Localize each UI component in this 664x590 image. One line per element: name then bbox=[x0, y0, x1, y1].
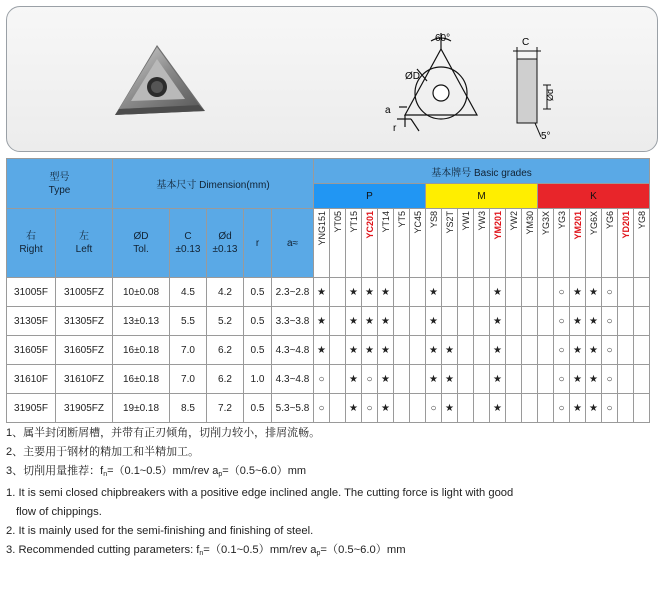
grade-name: YM201 bbox=[572, 211, 583, 240]
d-header-label: ØD bbox=[133, 231, 149, 242]
grade-name: YG6 bbox=[604, 211, 615, 230]
cell-d: 13±0.13 bbox=[113, 307, 170, 336]
phi-d-label: Ød bbox=[545, 88, 555, 101]
grade-mark: ○ bbox=[554, 394, 570, 423]
grade-mark bbox=[634, 307, 650, 336]
c-header-label: C bbox=[184, 231, 192, 242]
grade-mark bbox=[458, 336, 474, 365]
grade-mark: ★ bbox=[346, 394, 362, 423]
grade-mark: ★ bbox=[378, 394, 394, 423]
cell-left: 31610FZ bbox=[56, 365, 113, 394]
table-row bbox=[7, 336, 650, 365]
grade-mark: ★ bbox=[378, 307, 394, 336]
cell-d: 19±0.18 bbox=[113, 394, 170, 423]
grade-mark bbox=[410, 394, 426, 423]
grade-mark: ○ bbox=[554, 336, 570, 365]
spec-table bbox=[6, 158, 650, 423]
grade-header-cell bbox=[618, 209, 634, 278]
grade-header-cell bbox=[490, 209, 506, 278]
grade-mark: ○ bbox=[554, 307, 570, 336]
left-header bbox=[56, 209, 113, 278]
grade-mark bbox=[410, 307, 426, 336]
grade-mark bbox=[394, 365, 410, 394]
grade-mark bbox=[394, 307, 410, 336]
cell-right: 31305F bbox=[7, 307, 56, 336]
grade-mark: ★ bbox=[442, 365, 458, 394]
cell-a: 3.3~3.8 bbox=[272, 307, 314, 336]
group-p: P bbox=[314, 184, 426, 209]
grade-header-cell bbox=[346, 209, 362, 278]
note-cn-1: 1、属半封闭断屑槽，并带有正刃倾角，切削力较小，排屑流畅。 bbox=[6, 427, 321, 439]
grade-mark bbox=[522, 307, 538, 336]
cell-r: 0.5 bbox=[244, 394, 272, 423]
type-header bbox=[7, 159, 113, 209]
grade-mark: ★ bbox=[314, 336, 330, 365]
grade-mark bbox=[506, 278, 522, 307]
note-en-1-cont: flow of chippings. bbox=[16, 506, 102, 518]
grade-mark: ★ bbox=[490, 365, 506, 394]
note-en-1: 1. It is semi closed chipbreakers with a positive edge inclined angle. The cutting force is light with good bbox=[6, 487, 514, 499]
grade-mark bbox=[522, 365, 538, 394]
cell-d: 10±0.08 bbox=[113, 278, 170, 307]
grade-mark bbox=[538, 278, 554, 307]
grade-header-cell bbox=[314, 209, 330, 278]
grade-header-cell bbox=[538, 209, 554, 278]
grade-name: YD201 bbox=[620, 211, 631, 239]
cell-a: 5.3~5.8 bbox=[272, 394, 314, 423]
grade-name: YG3X bbox=[540, 211, 551, 236]
grade-mark: ★ bbox=[378, 336, 394, 365]
grade-mark bbox=[506, 307, 522, 336]
grade-mark bbox=[394, 394, 410, 423]
grade-name: YW3 bbox=[476, 211, 487, 231]
phid-header-sub: ±0.13 bbox=[212, 244, 238, 255]
angle-label: 60° bbox=[435, 33, 451, 44]
grade-mark: ○ bbox=[314, 365, 330, 394]
grade-header-cell bbox=[362, 209, 378, 278]
cell-c: 4.5 bbox=[170, 278, 207, 307]
grade-mark bbox=[394, 278, 410, 307]
dimension-header: 基本尺寸 Dimension(mm) bbox=[113, 159, 314, 209]
grade-mark bbox=[618, 365, 634, 394]
note-cn-3 bbox=[6, 462, 656, 484]
grade-mark: ○ bbox=[426, 394, 442, 423]
grade-name: YG6X bbox=[588, 211, 599, 236]
grade-mark: ○ bbox=[602, 365, 618, 394]
grade-mark: ○ bbox=[602, 307, 618, 336]
grade-mark: ○ bbox=[362, 394, 378, 423]
note-en-3-post: =（0.5~6.0）mm bbox=[320, 544, 406, 556]
r-header: r bbox=[244, 209, 272, 278]
grade-mark: ★ bbox=[314, 307, 330, 336]
grade-mark: ○ bbox=[602, 336, 618, 365]
grade-mark: ★ bbox=[586, 307, 602, 336]
grade-mark bbox=[458, 394, 474, 423]
grade-mark: ★ bbox=[362, 307, 378, 336]
type-en: Type bbox=[48, 184, 71, 196]
cell-right: 31005F bbox=[7, 278, 56, 307]
grade-mark: ★ bbox=[346, 278, 362, 307]
grade-mark bbox=[330, 365, 346, 394]
cell-right: 31610F bbox=[7, 365, 56, 394]
right-cn: 右 bbox=[26, 231, 36, 242]
grade-mark bbox=[618, 394, 634, 423]
cell-d: 16±0.18 bbox=[113, 365, 170, 394]
grade-mark bbox=[458, 307, 474, 336]
c-label: C bbox=[522, 37, 530, 48]
grade-mark bbox=[442, 278, 458, 307]
cell-r: 0.5 bbox=[244, 307, 272, 336]
cell-phid: 7.2 bbox=[207, 394, 244, 423]
a-label: a bbox=[385, 105, 391, 116]
grade-header-cell bbox=[522, 209, 538, 278]
grade-header-cell bbox=[554, 209, 570, 278]
grade-header-cell bbox=[410, 209, 426, 278]
grade-mark bbox=[458, 278, 474, 307]
table-row bbox=[7, 365, 650, 394]
grade-mark: ★ bbox=[490, 278, 506, 307]
grade-header-cell bbox=[394, 209, 410, 278]
cell-c: 8.5 bbox=[170, 394, 207, 423]
grade-mark bbox=[474, 394, 490, 423]
grade-mark bbox=[410, 336, 426, 365]
grade-header-cell bbox=[506, 209, 522, 278]
top-view-drawing bbox=[397, 33, 477, 131]
grade-name: YNG151 bbox=[316, 211, 327, 246]
note-en-3-sub-a: p bbox=[316, 550, 321, 557]
phid-header bbox=[207, 209, 244, 278]
left-en: Left bbox=[75, 244, 93, 255]
grade-header-cell bbox=[426, 209, 442, 278]
grade-name: YS8 bbox=[428, 211, 439, 229]
grade-name: YC201 bbox=[364, 211, 375, 239]
grade-name: YT05 bbox=[332, 211, 343, 233]
grade-mark: ★ bbox=[570, 394, 586, 423]
grade-mark bbox=[522, 336, 538, 365]
grade-mark bbox=[618, 336, 634, 365]
grade-mark: ★ bbox=[378, 278, 394, 307]
grade-header-cell bbox=[602, 209, 618, 278]
table-row bbox=[7, 394, 650, 423]
grade-name: YT5 bbox=[396, 211, 407, 228]
grade-mark: ○ bbox=[314, 394, 330, 423]
cell-a: 4.3~4.8 bbox=[272, 336, 314, 365]
table-row bbox=[7, 307, 650, 336]
grade-mark bbox=[410, 365, 426, 394]
notes-section bbox=[6, 424, 656, 563]
grade-name: YT15 bbox=[348, 211, 359, 233]
grade-mark: ★ bbox=[586, 278, 602, 307]
left-cn: 左 bbox=[79, 231, 89, 242]
grade-mark bbox=[634, 278, 650, 307]
a-header: a≈ bbox=[272, 209, 314, 278]
grade-mark bbox=[618, 278, 634, 307]
grade-name: YG3 bbox=[556, 211, 567, 230]
grade-header-cell bbox=[474, 209, 490, 278]
grade-mark bbox=[618, 307, 634, 336]
cell-c: 7.0 bbox=[170, 336, 207, 365]
grade-mark bbox=[474, 365, 490, 394]
grade-mark bbox=[458, 365, 474, 394]
grade-mark: ★ bbox=[362, 336, 378, 365]
grade-mark: ★ bbox=[426, 307, 442, 336]
grade-name: YC45 bbox=[412, 211, 423, 234]
cell-r: 0.5 bbox=[244, 278, 272, 307]
grade-header-cell bbox=[634, 209, 650, 278]
grade-mark: ★ bbox=[490, 336, 506, 365]
cell-r: 0.5 bbox=[244, 336, 272, 365]
cell-left: 31005FZ bbox=[56, 278, 113, 307]
grade-mark: ★ bbox=[570, 307, 586, 336]
insert-figure-panel bbox=[6, 6, 658, 152]
d-header bbox=[113, 209, 170, 278]
note-cn-3-sub-a: p bbox=[218, 471, 223, 478]
grades-header: 基本牌号 Basic grades bbox=[314, 159, 650, 184]
grade-mark bbox=[538, 307, 554, 336]
grade-mark bbox=[506, 336, 522, 365]
grade-mark: ★ bbox=[346, 365, 362, 394]
grade-mark bbox=[506, 394, 522, 423]
grade-mark bbox=[394, 336, 410, 365]
grade-mark: ★ bbox=[346, 307, 362, 336]
grade-mark bbox=[634, 394, 650, 423]
cell-a: 2.3~2.8 bbox=[272, 278, 314, 307]
cell-right: 31905F bbox=[7, 394, 56, 423]
grade-mark bbox=[474, 336, 490, 365]
grade-mark: ★ bbox=[586, 365, 602, 394]
note-en-2: 2. It is mainly used for the semi-finishing and finishing of steel. bbox=[6, 525, 314, 537]
grade-mark: ★ bbox=[490, 307, 506, 336]
grade-mark bbox=[634, 336, 650, 365]
grade-mark: ★ bbox=[378, 365, 394, 394]
grade-name: YS2T bbox=[444, 211, 455, 234]
cell-phid: 5.2 bbox=[207, 307, 244, 336]
note-cn-3-post: =（0.5~6.0）mm bbox=[222, 465, 307, 477]
grade-mark: ★ bbox=[346, 336, 362, 365]
grade-mark bbox=[330, 394, 346, 423]
grade-header-cell bbox=[570, 209, 586, 278]
cell-phid: 6.2 bbox=[207, 336, 244, 365]
grade-mark: ★ bbox=[570, 365, 586, 394]
phid-header-label: Ød bbox=[218, 231, 232, 242]
table-row bbox=[7, 278, 650, 307]
grade-mark: ★ bbox=[586, 394, 602, 423]
grade-mark: ★ bbox=[426, 365, 442, 394]
grade-mark bbox=[330, 278, 346, 307]
type-cn: 型号 bbox=[49, 171, 70, 183]
group-k: K bbox=[538, 184, 650, 209]
clearance-label: 5° bbox=[541, 131, 551, 142]
cell-d: 16±0.18 bbox=[113, 336, 170, 365]
grade-name: YG8 bbox=[636, 211, 647, 230]
grade-name: YW2 bbox=[508, 211, 519, 231]
cell-phid: 6.2 bbox=[207, 365, 244, 394]
grade-mark: ★ bbox=[570, 336, 586, 365]
cell-phid: 4.2 bbox=[207, 278, 244, 307]
insert-illustration bbox=[7, 7, 657, 151]
grade-header-cell bbox=[330, 209, 346, 278]
note-en-3 bbox=[6, 541, 656, 563]
grade-mark bbox=[538, 365, 554, 394]
cell-r: 1.0 bbox=[244, 365, 272, 394]
grade-mark bbox=[474, 307, 490, 336]
table-body bbox=[7, 278, 650, 423]
d-label: ØD bbox=[405, 71, 420, 82]
grade-mark: ★ bbox=[442, 336, 458, 365]
grade-mark: ★ bbox=[362, 278, 378, 307]
grade-mark: ○ bbox=[602, 394, 618, 423]
note-en-3-pre: 3. Recommended cutting parameters: f bbox=[6, 544, 200, 556]
grade-mark bbox=[330, 336, 346, 365]
grade-header-cell bbox=[442, 209, 458, 278]
grade-mark: ○ bbox=[554, 278, 570, 307]
grade-name: YT14 bbox=[380, 211, 391, 233]
grade-name: YW1 bbox=[460, 211, 471, 231]
grade-mark: ★ bbox=[442, 394, 458, 423]
grade-mark: ★ bbox=[586, 336, 602, 365]
grade-mark: ★ bbox=[570, 278, 586, 307]
cell-right: 31605F bbox=[7, 336, 56, 365]
note-en-3-mid: =（0.1~0.5）mm/rev a bbox=[203, 544, 317, 556]
cell-c: 5.5 bbox=[170, 307, 207, 336]
d-header-sub: Tol. bbox=[133, 244, 149, 255]
right-header bbox=[7, 209, 56, 278]
grade-header-cell bbox=[458, 209, 474, 278]
group-m: M bbox=[426, 184, 538, 209]
grade-mark bbox=[634, 365, 650, 394]
grade-name: YM201 bbox=[492, 211, 503, 240]
grade-mark bbox=[330, 307, 346, 336]
right-en: Right bbox=[19, 244, 43, 255]
grade-mark: ★ bbox=[490, 394, 506, 423]
grade-mark bbox=[442, 307, 458, 336]
grade-mark: ○ bbox=[602, 278, 618, 307]
grade-mark: ★ bbox=[314, 278, 330, 307]
cell-left: 31305FZ bbox=[56, 307, 113, 336]
insert-photo bbox=[115, 45, 205, 115]
cell-a: 4.3~4.8 bbox=[272, 365, 314, 394]
grade-mark bbox=[506, 365, 522, 394]
cell-c: 7.0 bbox=[170, 365, 207, 394]
grade-mark: ○ bbox=[362, 365, 378, 394]
grade-header-cell bbox=[378, 209, 394, 278]
grade-mark bbox=[522, 394, 538, 423]
cell-left: 31605FZ bbox=[56, 336, 113, 365]
c-header bbox=[170, 209, 207, 278]
note-cn-2: 2、主要用于钢材的精加工和半精加工。 bbox=[6, 446, 200, 458]
note-cn-3-sub-f: n bbox=[103, 471, 108, 478]
grade-mark: ○ bbox=[554, 365, 570, 394]
grade-mark: ★ bbox=[426, 278, 442, 307]
grade-name: YM30 bbox=[524, 211, 535, 235]
note-cn-3-mid: =（0.1~0.5）mm/rev a bbox=[107, 465, 219, 477]
grade-header-cell bbox=[586, 209, 602, 278]
grade-mark bbox=[538, 394, 554, 423]
cell-left: 31905FZ bbox=[56, 394, 113, 423]
grade-mark bbox=[474, 278, 490, 307]
note-en-3-sub-f: n bbox=[199, 550, 204, 557]
note-cn-3-pre: 3、切削用量推荐：f bbox=[6, 465, 104, 477]
grade-mark bbox=[538, 336, 554, 365]
grade-mark bbox=[522, 278, 538, 307]
grade-mark bbox=[410, 278, 426, 307]
c-header-sub: ±0.13 bbox=[175, 244, 201, 255]
grade-mark: ★ bbox=[426, 336, 442, 365]
r-label: r bbox=[393, 123, 397, 134]
